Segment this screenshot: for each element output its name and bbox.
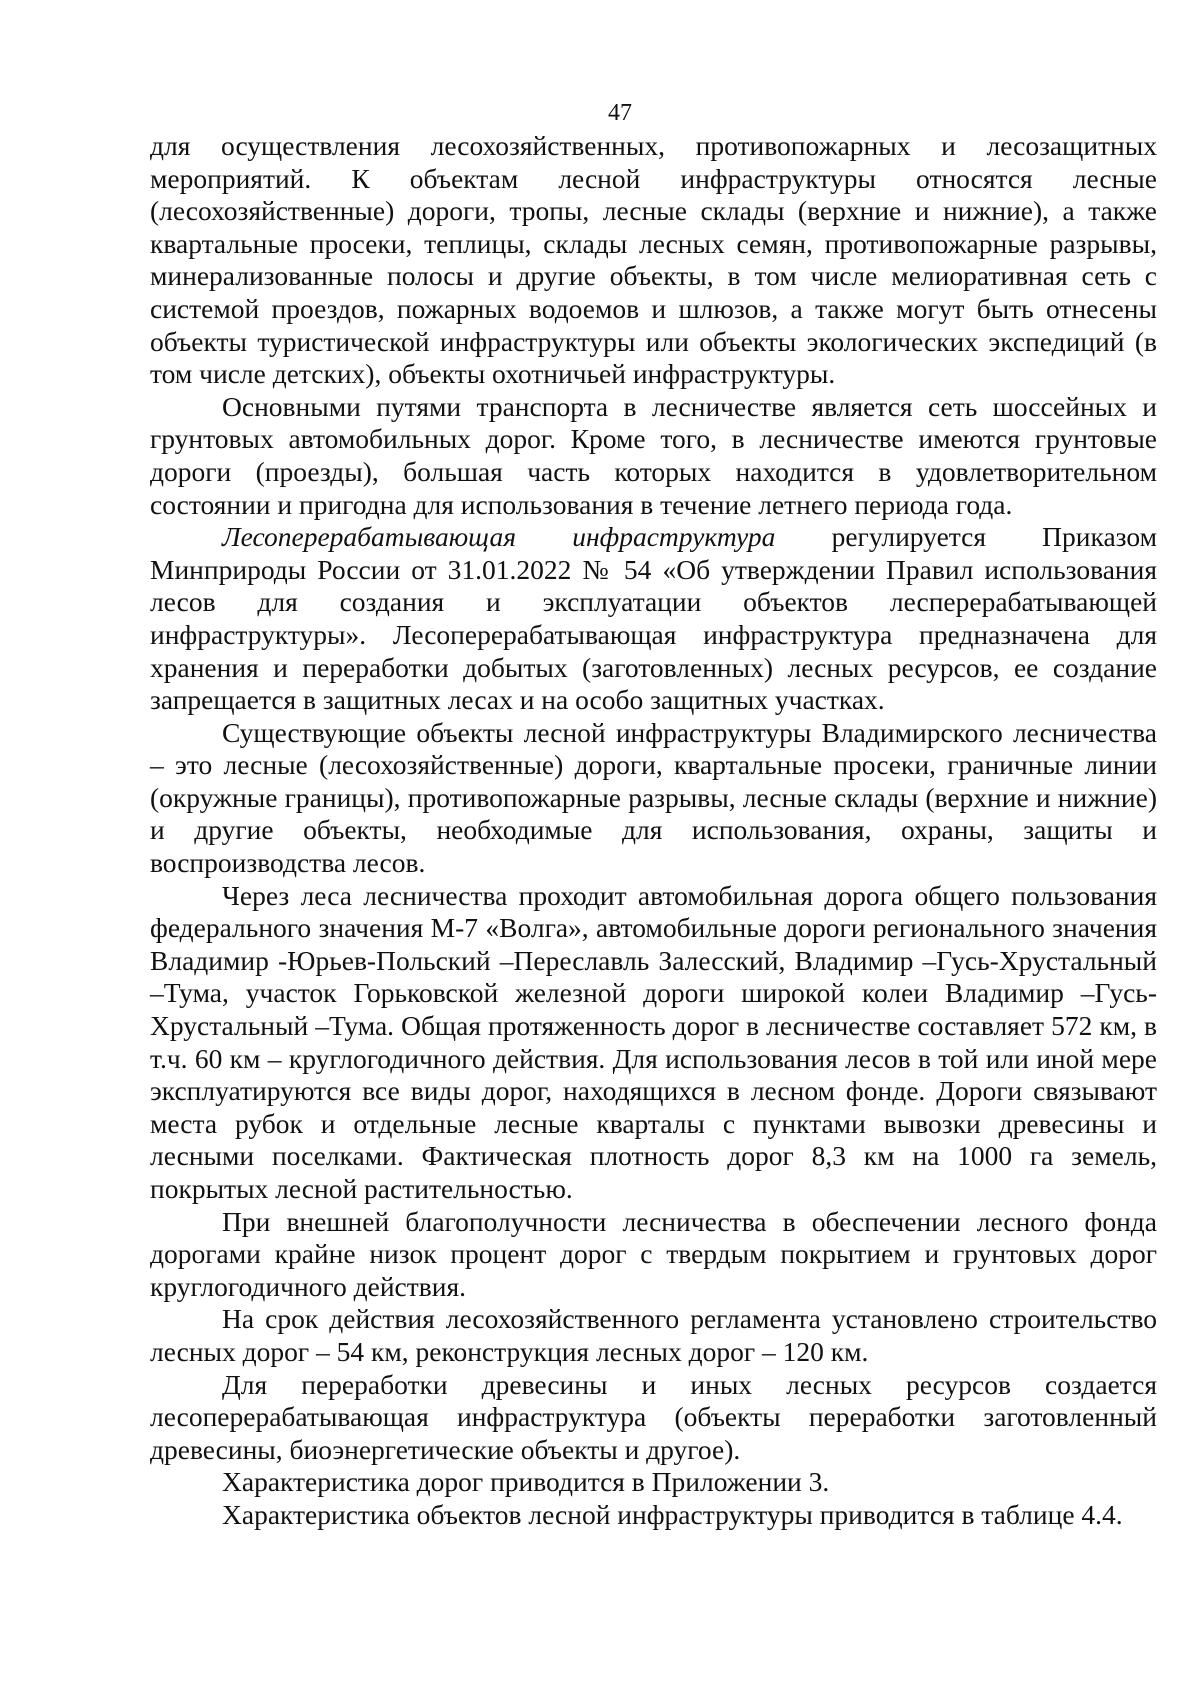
paragraph-processing-text: регулируется Приказом Минприроды России от 31.01.2022 № 54 «Об утверждении Правил использования лесов для создания и эксплуатации объектов лесперерабатывающей инфраструктуры». Лесоперерабатывающая инфраструктура предназначена для хранения и переработки добытых (заготовленных) лесных ресурсов, ее создание запрещается в защитных лесах и на особо защитных участках. [150, 521, 1157, 716]
paragraph-wood-processing: Для переработки древесины и иных лесных ресурсов создается лесоперерабатывающая инфраструктура (объекты переработки заготовленный древесины, биоэнергетические объекты и другое). [150, 1368, 1157, 1465]
paragraph-roads-appendix: Характеристика дорог приводится в Приложении 3. [222, 1466, 830, 1498]
paragraph-table-reference: Характеристика объектов лесной инфраструктуры приводится в таблице 4.4. [222, 1498, 1123, 1530]
page-number: 47 [608, 100, 632, 126]
paragraph-road-quality: При внешней благополучности лесничества в обеспечении лесного фонда дорогами крайне низок процент дорог с твердым покрытием и грунтовых дорог круглогодичного действия. [150, 1205, 1157, 1302]
paragraph-roads: Через леса лесничества проходит автомобильная дорога общего пользования федерального значения М-7 «Волга», автомобильные дороги регионального значения Владимир -Юрьев-Польский –Переславль Залесский, Владимир –Гусь-Хрустальный –Тума, участок Горьковской железной дороги широкой колеи Владимир –Гусь-Хрустальный –Тума. Общая протяженность дорог в лесничестве составляет 572 км, в т.ч. 60 км – круглогодичного действия. Для использования лесов в той или иной мере эксплуатируются все виды дорог, находящихся в лесном фонде. Дороги связывают места рубок и отдельные лесные кварталы с пунктами вывозки древесины и лесными поселками. Фактическая плотность дорог 8,3 км на 1000 га земель, покрытых лесной растительностью. [150, 879, 1157, 1204]
paragraph-transport-routes: Основными путями транспорта в лесничестве является сеть шоссейных и грунтовых автомобильных дорог. Кроме того, в лесничестве имеются грунтовые дороги (проезды), большая часть которых находится в удовлетворительном состоянии и пригодна для использования в течение летнего периода года. [150, 390, 1157, 520]
paragraph-processing-infrastructure [150, 521, 1157, 717]
italic-term: Лесоперерабатывающая инфраструктура [222, 521, 776, 553]
paragraph-existing-objects: Существующие объекты лесной инфраструктуры Владимирского лесничества – это лесные (лесохозяйственные) дороги, квартальные просеки, граничные линии (окружные границы), противопожарные разрывы, лесные склады (верхние и нижние) и другие объекты, необходимые для использования, охраны, защиты и воспроизводства лесов. [150, 716, 1157, 879]
paragraph-road-construction: На срок действия лесохозяйственного регламента установлено строительство лесных дорог – 54 км, реконструкция лесных дорог – 120 км. [150, 1303, 1157, 1367]
paragraph-infrastructure-objects: для осуществления лесохозяйственных, противопожарных и лесозащитных мероприятий. К объектам лесной инфраструктуры относятся лесные (лесохозяйственные) дороги, тропы, лесные склады (верхние и нижние), а также квартальные просеки, теплицы, склады лесных семян, противопожарные разрывы, минерализованные полосы и другие объекты, в том числе мелиоративная сеть с системой проездов, пожарных водоемов и шлюзов, а также могут быть отнесены объекты туристической инфраструктуры или объекты экологических экспедиций (в том числе детских), объекты охотничьей инфраструктуры. [150, 130, 1157, 390]
document-body [150, 130, 1157, 1532]
